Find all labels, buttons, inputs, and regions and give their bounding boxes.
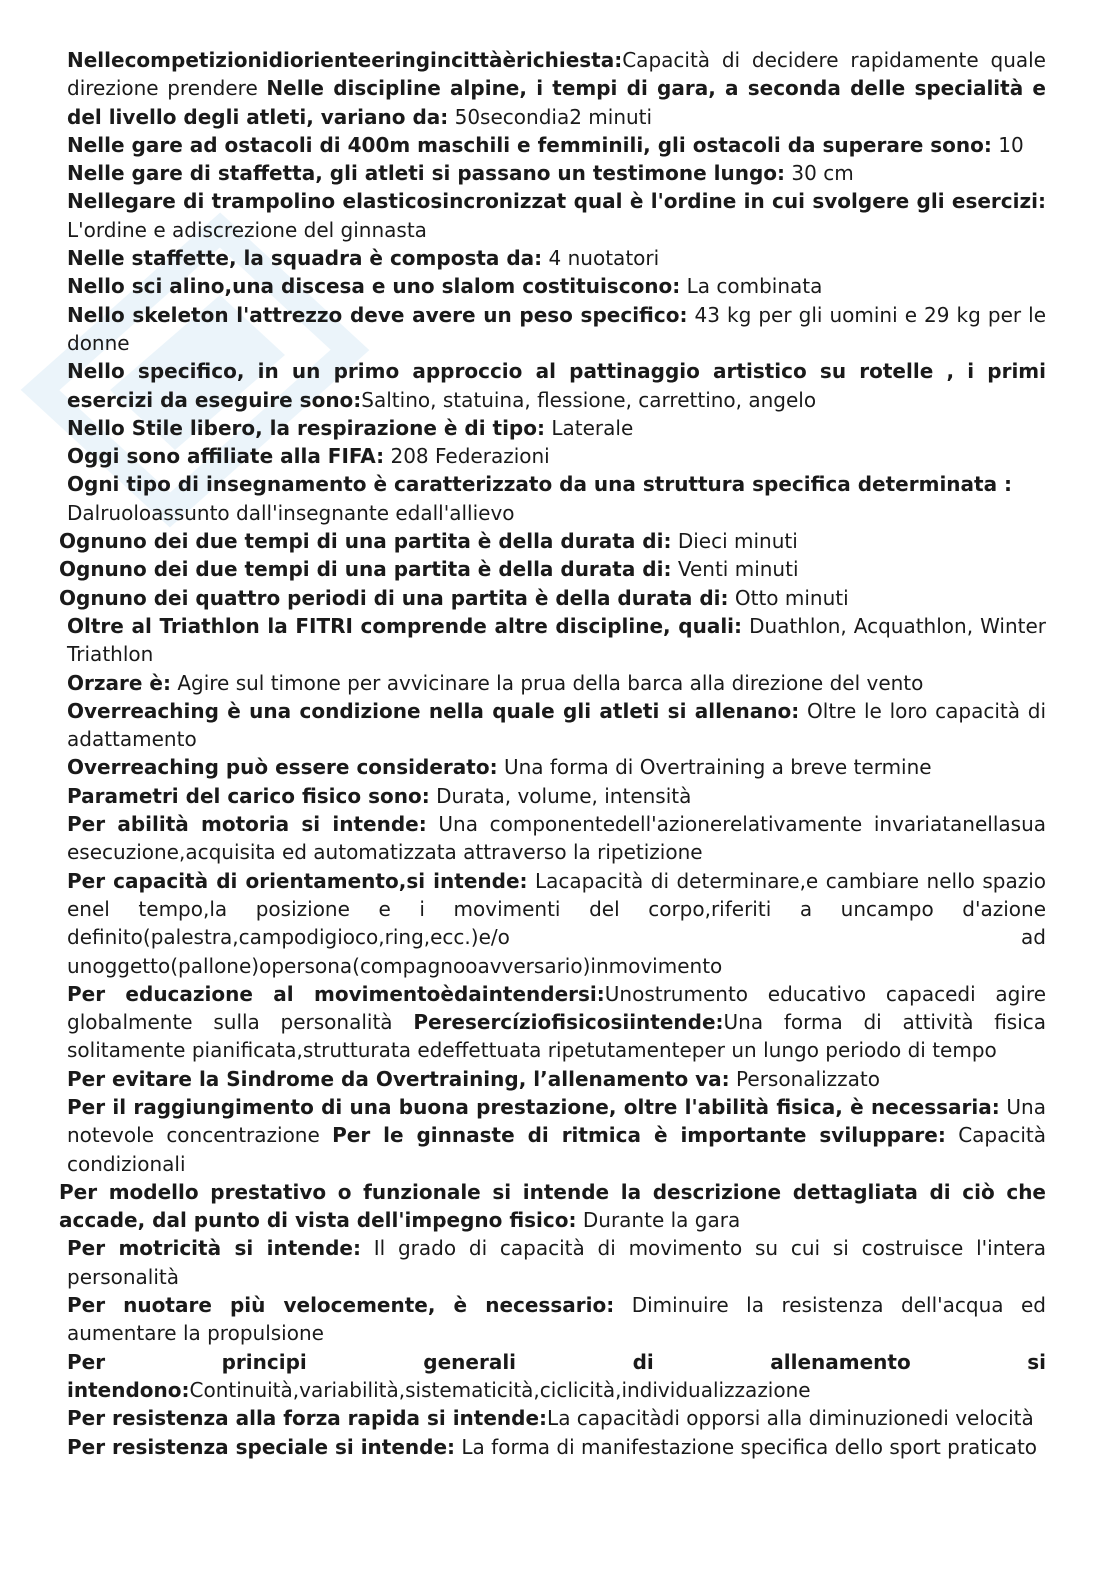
question-text: Ogni tipo di insegnamento è caratterizzato da una struttura specifica determinata : [67,472,1013,497]
question-text: Per le ginnaste di ritmica è importante sviluppare: [332,1123,946,1148]
list-item [67,980,1046,1065]
question-text: Overreaching è una condizione nella quale gli atleti si allenano: [67,698,800,723]
answer-text: Agire sul timone per avvicinare la prua della barca alla direzione del vento [177,670,924,695]
list-item [67,1404,1046,1432]
list-item [67,244,1046,272]
question-text: Ognuno dei quattro periodi di una partita è della durata di: [59,585,729,610]
list-item [59,527,1046,555]
list-item [59,584,1046,612]
question-text: Nelle staffette, la squadra è composta da: [67,246,543,271]
answer-text: 43 kg per gli uomini e 29 kg per le donne [67,302,1047,355]
answer-text: 50secondia2 minuti [454,104,653,129]
list-item [67,1065,1046,1093]
question-text: Nello sci alino,una discesa e uno slalom costituiscono: [67,274,681,299]
list-item [67,131,1046,159]
question-text: Nello specifico, in un primo approccio al pattinaggio artistico su rotelle , i primi esercizi da eseguire sono: [67,359,1046,412]
answer-text: Dieci minuti [677,529,798,554]
answer-text: Personalizzato [736,1066,880,1091]
answer-text: Una notevole concentrazione [67,1094,1046,1148]
list-item [67,753,1046,781]
list-item-continuation [67,952,1046,980]
question-list [0,46,1116,1461]
answer-text: Lacapacità di determinare,e cambiare nello spazio enel tempo,la posizione e i movimenti del corpo,riferiti a uncampo d'azione definito(palestra,campodigioco,ring,ecc.)e/o [67,868,1047,950]
list-item [67,867,1046,980]
list-item [67,46,1046,131]
answer-text: Una componentedell'azionerelativamente invariatanellasua esecuzione,acquisita ed automatizzata attraverso la ripetizione [67,812,1047,865]
list-item [67,1348,1046,1405]
list-item [67,187,1046,244]
question-text: Per resistenza speciale si intende: [67,1434,456,1459]
answer-text: Diminuire la resistenza dell'acqua ed aumentare la propulsione [67,1293,1047,1346]
question-text: Nelle gare di staffetta, gli atleti si passano un testimone lungo: [67,161,786,186]
answer-text: 4 nuotatori [548,246,660,271]
list-item [67,697,1046,754]
question-text: Ognuno dei due tempi di una partita è della durata di: [59,529,672,554]
list-item [67,301,1046,358]
list-item [67,1433,1046,1461]
question-text: Ognuno dei due tempi di una partita è della durata di: [59,557,672,582]
question-text: Nellegare di trampolino elasticosincronizzat qual è l'ordine in cui svolgere gli esercizi: [67,189,1046,214]
answer-text: La forma di manifestazione specifica dello sport praticato [461,1434,1038,1459]
answer-text: ad [1021,925,1046,950]
question-text: Per motricità si intende: [67,1236,361,1261]
list-item [59,1178,1046,1235]
list-item [67,442,1046,470]
answer-text: Capacità di decidere rapidamente quale direzione prendere [67,48,1046,101]
answer-text: unoggetto(pallone)opersona(compagnooavversario)inmovimento [67,953,723,978]
question-text: Nellecompetizionidiorienteeringincittàèrichiesta: [67,48,623,72]
answer-text: Una forma di Overtraining a breve termine [503,755,932,780]
question-text: Nelle gare ad ostacoli di 400m maschili e femminili, gli ostacoli da superare sono: [67,132,992,157]
question-text: Per principi generali di allenamento si intendono: [67,1349,1046,1402]
question-text: Peresercíziofisicosiintende: [413,1010,724,1035]
question-text: Overreaching può essere considerato: [67,755,498,780]
question-text: Oggi sono affiliate alla FIFA: [67,444,385,469]
list-item [67,357,1046,414]
answer-text: 10 [998,132,1024,157]
question-text: Per resistenza alla forza rapida si intende: [67,1406,548,1431]
answer-text: Capacità condizionali [67,1123,1047,1176]
list-item [67,669,1046,697]
answer-text: Dalruoloassunto dall'insegnante edall'allievo [67,500,515,525]
answer-text: 30 cm [791,161,854,186]
list-item [67,159,1046,187]
answer-text: Durante la gara [582,1208,741,1233]
question-text: Orzare è: [67,670,171,695]
list-item [67,810,1046,867]
question-text: Per modello prestativo o funzionale si intende la descrizione dettagliata di ciò che accade, dal punto di vista dell'impegno fisico: [59,1179,1046,1233]
answer-text: L'ordine e adiscrezione del ginnasta [67,217,427,242]
answer-text: La capacitàdi opporsi alla diminuzionedi velocità [547,1406,1034,1431]
answer-text: Una forma di attività fisica solitamente pianificata,strutturata edeffettuata ripetutamenteper un lungo periodo di tempo [67,1010,1047,1063]
list-item [67,1234,1046,1291]
question-text: Nello skeleton l'attrezzo deve avere un peso specifico: [67,302,688,327]
list-item [67,470,1046,527]
question-text: Per evitare la Sindrome da Overtraining, l’allenamento va: [67,1066,730,1091]
answer-text: Durata, volume, intensità [436,783,692,808]
list-item [59,555,1046,583]
answer-text: Laterale [551,415,634,440]
answer-text: Duathlon, Acquathlon, Winter Triathlon [67,613,1047,667]
question-text: Per il raggiungimento di una buona prestazione, oltre l'abilità fisica, è necessaria: [67,1094,1000,1119]
question-text: Parametri del carico fisico sono: [67,783,430,808]
answer-text: Unostrumento educativo capacedi agire globalmente sulla personalità [67,981,1047,1035]
answer-text: Saltino, statuina, flessione, carrettino, angelo [361,387,817,412]
answer-text: Otto minuti [734,585,849,610]
question-text: Per educazione al movimentoèdaintendersi: [67,981,605,1006]
list-item [67,414,1046,442]
answer-text: Il grado di capacità di movimento su cui si costruisce l'intera personalità [67,1236,1046,1289]
answer-text: La combinata [686,274,823,299]
question-text: Per nuotare più velocemente, è necessario: [67,1293,615,1318]
question-text: Nello Stile libero, la respirazione è di tipo: [67,415,545,440]
question-text: Per capacità di orientamento,si intende: [67,868,528,893]
answer-text: Venti minuti [677,557,799,582]
question-text: Nelle discipline alpine, i tempi di gara, a seconda delle specialità e del livello degli atleti, variano da: [67,76,1046,129]
question-text: Per abilità motoria si intende: [67,812,427,837]
list-item [67,612,1046,669]
answer-text: 208 Federazioni [390,444,550,469]
list-item [67,272,1046,300]
list-item [67,1291,1046,1348]
list-item [67,1093,1046,1178]
list-item-body [67,867,1046,952]
answer-text: Continuità,variabilità,sistematicità,ciclicità,individualizzazione [189,1377,811,1402]
answer-text: Oltre le loro capacità di adattamento [67,698,1046,752]
question-text: Oltre al Triathlon la FITRI comprende altre discipline, quali: [67,613,743,638]
list-item [67,782,1046,810]
